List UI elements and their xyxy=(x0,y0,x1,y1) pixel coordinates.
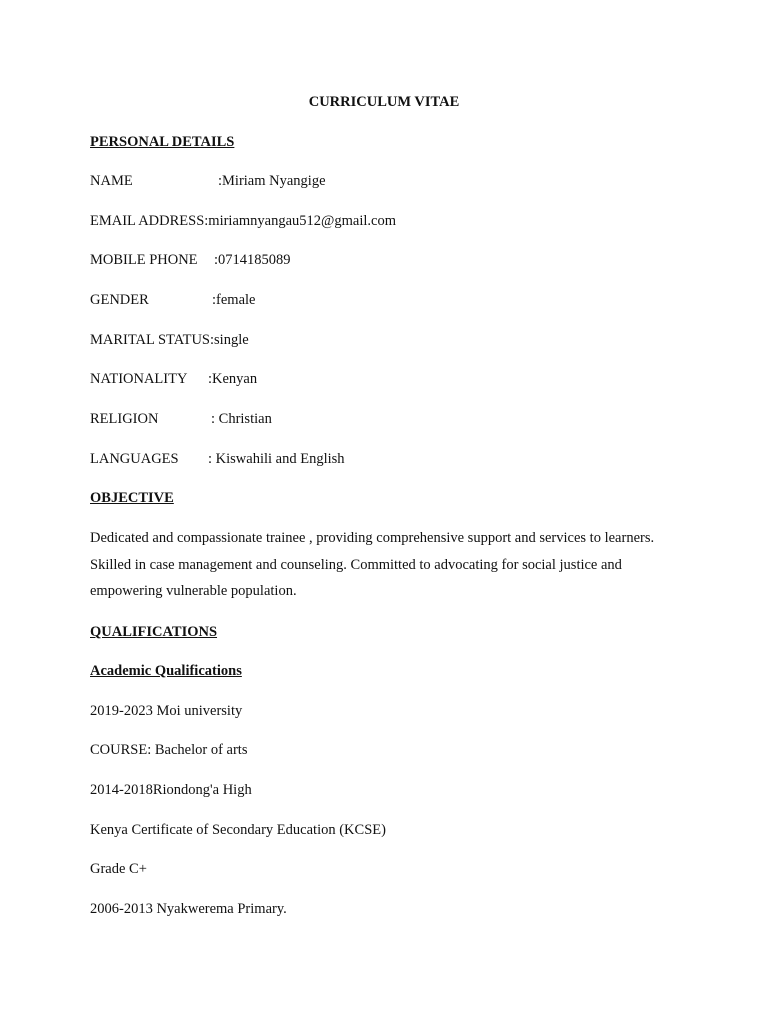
detail-label: MOBILE PHONE xyxy=(90,252,198,268)
detail-row-email xyxy=(90,212,396,230)
detail-row-nationality xyxy=(90,370,257,388)
qualification-item: 2019-2023 Moi university xyxy=(90,703,243,719)
academic-qualifications-subheading: Academic Qualifications xyxy=(90,663,242,679)
detail-row-marital-status xyxy=(90,331,249,349)
detail-label: NATIONALITY xyxy=(90,371,188,387)
qualifications-heading: QUALIFICATIONS xyxy=(90,624,218,640)
detail-value: : Kiswahili and English xyxy=(208,451,345,467)
qualification-item: 2014-2018Riondong'a High xyxy=(90,782,252,798)
qualification-item: Kenya Certificate of Secondary Education (KCSE) xyxy=(90,822,386,838)
objective-line: empowering vulnerable population. xyxy=(90,583,297,599)
detail-value: :0714185089 xyxy=(214,252,291,268)
detail-row-mobile xyxy=(90,251,291,269)
objective-line: Dedicated and compassionate trainee , providing comprehensive support and services to learners. xyxy=(90,530,655,546)
qualification-item: 2006-2013 Nyakwerema Primary. xyxy=(90,901,287,917)
objective-heading: OBJECTIVE xyxy=(90,490,174,506)
objective-line: Skilled in case management and counseling. Committed to advocating for social justice and xyxy=(90,556,622,573)
detail-value: :female xyxy=(212,292,256,308)
detail-label: MARITAL STATUS xyxy=(90,332,210,348)
detail-label: GENDER xyxy=(90,292,149,308)
detail-row-name xyxy=(90,172,326,190)
detail-value: : Christian xyxy=(211,411,272,427)
detail-value: :single xyxy=(210,332,249,348)
objective-paragraph xyxy=(90,525,690,605)
detail-row-religion xyxy=(90,410,272,428)
detail-label: EMAIL ADDRESS xyxy=(90,213,205,229)
document-title: CURRICULUM VITAE xyxy=(308,94,460,110)
detail-value: :Kenyan xyxy=(208,371,258,387)
detail-label: LANGUAGES xyxy=(90,451,179,467)
qualification-item: Grade C+ xyxy=(90,861,147,877)
detail-value: :miriamnyangau512@gmail.com xyxy=(204,213,397,229)
detail-label: RELIGION xyxy=(90,411,159,427)
detail-row-languages xyxy=(90,450,345,468)
personal-details-heading: PERSONAL DETAILS xyxy=(90,134,235,150)
detail-value: :Miriam Nyangige xyxy=(218,173,326,189)
detail-row-gender xyxy=(90,291,255,309)
qualification-item: COURSE: Bachelor of arts xyxy=(90,742,248,758)
detail-label: NAME xyxy=(90,173,133,189)
